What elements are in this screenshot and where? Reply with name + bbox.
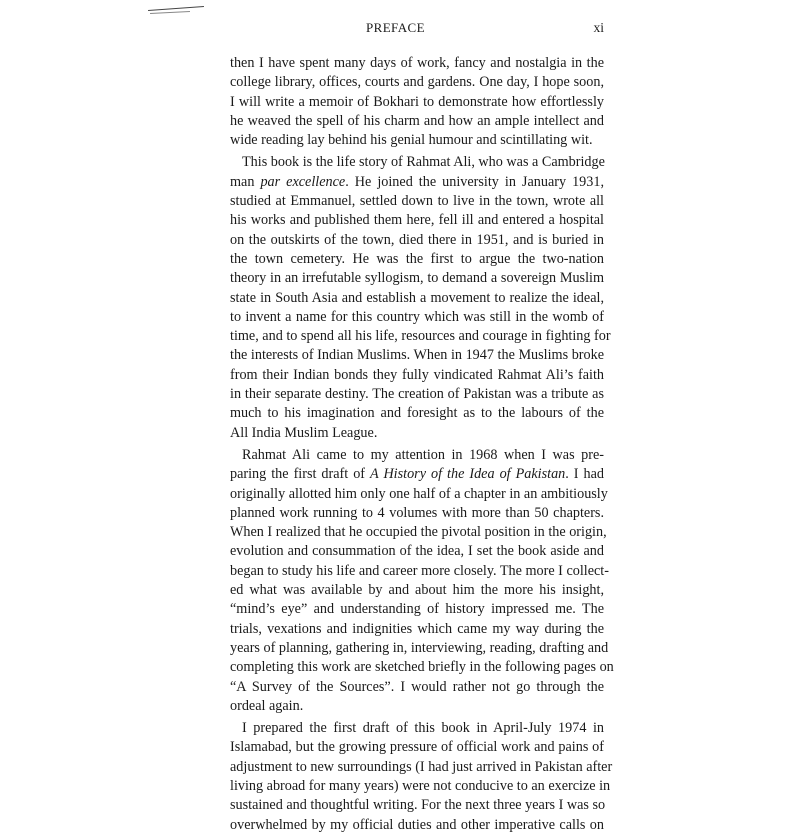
text-line: [230, 153, 604, 172]
text-line: [230, 173, 604, 192]
text-run: theory in an irrefutable syllogism, to demand a sovereign Muslim: [230, 270, 604, 287]
text-run: I prepared the first draft of this book in April-July 1974 in: [242, 720, 604, 737]
text-run: . I had: [565, 466, 605, 483]
text-line: [230, 678, 604, 697]
text-line: [230, 73, 604, 92]
text-line: [230, 231, 604, 250]
italic-text: A History of the Idea of Pakistan: [370, 466, 566, 483]
text-line: [230, 112, 604, 131]
text-line: [230, 719, 604, 738]
text-line: [230, 192, 604, 211]
text-run: evolution and consummation of the idea, I set the book aside and: [230, 543, 604, 560]
text-line: [230, 308, 604, 327]
paragraph: [230, 54, 604, 150]
text-run: the town cemetery. He was the first to argue the two-nation: [230, 250, 604, 267]
text-run: from their Indian bonds they fully vindicated Rahmat Ali’s faith: [230, 366, 604, 383]
page-number: xi: [593, 20, 604, 35]
paragraph: [230, 153, 611, 442]
text-line: [230, 796, 604, 815]
text-run: . He joined the university in January 1931,: [345, 173, 604, 190]
text-run: planned work running to 4 volumes with more than 50 chapters.: [230, 504, 604, 521]
text-run: wide reading lay behind his genial humour and scintillating wit.: [230, 132, 593, 149]
text-run: he weaved the spell of his charm and how an ample intellect and: [230, 112, 604, 129]
text-run: time, and to spend all his life, resources and courage in fighting for: [230, 328, 611, 345]
text-run: When I realized that he occupied the pivotal position in the origin,: [230, 524, 607, 541]
text-line: [230, 697, 604, 716]
text-line: [230, 269, 604, 288]
text-run: This book is the life story of Rahmat Ali, who was a Cambridge: [242, 154, 605, 171]
text-line: [230, 446, 604, 465]
text-line: [230, 327, 611, 346]
text-line: [230, 211, 604, 230]
text-run: trials, vexations and indignities which came my way during the: [230, 620, 604, 637]
text-run: on the outskirts of the town, died there in 1951, and is buried in: [230, 231, 604, 248]
text-run: man: [230, 173, 261, 190]
text-line: [230, 738, 604, 757]
text-line: [230, 366, 604, 385]
text-run: Islamabad, but the growing pressure of official work and pains of: [230, 739, 604, 756]
text-line: [230, 54, 604, 73]
running-head: [230, 20, 604, 40]
text-run: “mind’s eye” and understanding of history impressed me. The: [230, 601, 604, 618]
text-run: paring the first draft of: [230, 466, 371, 483]
text-line: [230, 777, 611, 796]
text-run: sustained and thoughtful writing. For the next three years I was so: [230, 797, 606, 814]
text-run: ed what was available by and about him the more his insight,: [230, 582, 604, 599]
text-run: adjustment to new surroundings (I had just arrived in Pakistan after: [230, 758, 613, 775]
scan-mark: [150, 11, 190, 14]
text-line: [230, 542, 604, 561]
text-run: completing this work are sketched briefly in the following pages on: [230, 659, 614, 676]
text-run: in their separate destiny. The creation of Pakistan was a tribute as: [230, 386, 604, 403]
text-run: years of planning, gathering in, interviewing, reading, drafting and: [230, 639, 609, 656]
text-run: All India Muslim League.: [230, 424, 378, 441]
text-line: [230, 404, 604, 423]
scan-mark: [148, 6, 204, 11]
text-run: to invent a name for this country which was still in the womb of: [230, 308, 604, 325]
text-line: [230, 465, 604, 484]
text-run: Rahmat Ali came to my attention in 1968 when I was pre-: [242, 446, 604, 463]
text-line: [230, 131, 604, 150]
paragraph: [230, 446, 614, 716]
text-run: living abroad for many years) were not conducive to an exercize in: [230, 777, 611, 794]
text-line: [230, 523, 607, 542]
body-text: [230, 54, 614, 838]
text-run: I will write a memoir of Bokhari to demonstrate how effortlessly: [230, 93, 604, 110]
text-line: [230, 658, 614, 677]
text-run: ordeal again.: [230, 697, 304, 714]
text-line: [230, 816, 604, 835]
text-line: [230, 289, 604, 308]
text-run: his works and published them here, fell ill and entered a hospital: [230, 212, 604, 229]
text-run: overwhelmed by my official duties and other imperative calls on: [230, 816, 604, 833]
text-line: [230, 250, 604, 269]
text-line: [230, 562, 609, 581]
text-line: [230, 639, 609, 658]
text-line: [230, 424, 604, 443]
text-line: [230, 758, 613, 777]
text-run: state in South Asia and establish a movement to realize the ideal,: [230, 289, 604, 306]
text-line: [230, 504, 604, 523]
text-line: [230, 385, 604, 404]
text-line: [230, 485, 608, 504]
text-line: [230, 346, 604, 365]
text-run: originally allotted him only one half of a chapter in an ambitiously: [230, 485, 608, 502]
text-line: [230, 93, 604, 112]
text-line: [230, 620, 604, 639]
running-title: PREFACE: [366, 20, 425, 35]
text-run: began to study his life and career more closely. The more I collect-: [230, 562, 609, 579]
text-line: [230, 600, 604, 619]
text-run: studied at Emmanuel, settled down to live in the town, wrote all: [230, 193, 604, 210]
text-run: college library, offices, courts and gardens. One day, I hope soon,: [230, 74, 604, 91]
italic-text: par excellence: [260, 173, 346, 190]
text-run: “A Survey of the Sources”. I would rather not go through the: [230, 678, 604, 695]
text-run: much to his imagination and foresight as to the labours of the: [230, 405, 604, 422]
paragraph: [230, 719, 613, 835]
text-line: [230, 581, 604, 600]
text-run: then I have spent many days of work, fancy and nostalgia in the: [230, 55, 604, 71]
text-run: the interests of Indian Muslims. When in 1947 the Muslims broke: [230, 347, 604, 364]
